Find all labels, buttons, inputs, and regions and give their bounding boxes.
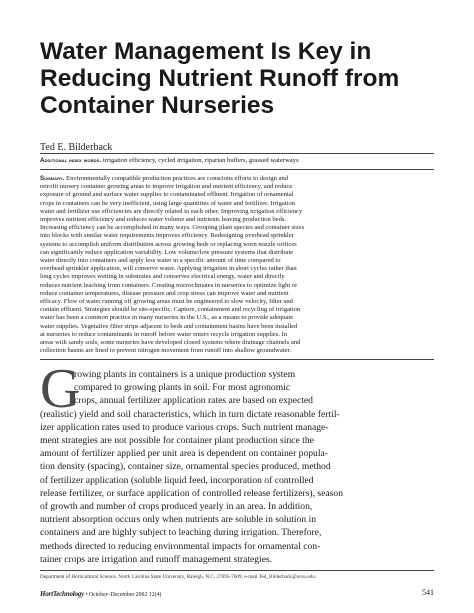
summary-line: reduce container temperatures, disease pressure and crop stress can improve water and nutrient (40, 289, 289, 297)
summary-line: Increasing efficiency can be accomplished in many ways. Grouping plant species and container sizes (40, 224, 305, 232)
body-line: nutrient absorption occurs only when nutrients are soluble in solution in (40, 514, 317, 526)
index-words (40, 157, 434, 165)
body-line: amount of fertilizer applied per unit area is dependent on container popula- (40, 448, 328, 460)
summary-block (40, 175, 434, 355)
title-line: Water Management Is Key in (40, 38, 372, 65)
index-words-text: irrigation efficiency, cycled irrigation, riparian buffers, grassed waterways (102, 157, 299, 164)
summary-line: water directly into containers and apply less water in a specific amount of time compared to (40, 257, 281, 265)
journal-issue: • October–December 2002 12(4) (85, 592, 162, 598)
divider-footnote (40, 570, 434, 571)
author-name: Ted E. Bilderback (40, 142, 113, 153)
summary-line: collection basins are lined to prevent nitrogen movement from runoff into shallow groundwater. (40, 347, 291, 355)
summary-line: retrofit nursery container growing areas to improve irrigation and nutrient efficiency, and reduce (40, 183, 293, 191)
summary-line: systems to accomplish uniform distribution across growing beds or replacing worn nozzle orifices (40, 240, 297, 248)
summary-line: water supplies. Vegetative filter strips adjacent to beds and containment basins have been installed (40, 322, 298, 330)
body-line: ment strategies are not possible for container plant production since the (40, 435, 314, 447)
journal-logo: HortTechnology (40, 590, 84, 598)
divider-index (40, 169, 434, 170)
body-line: (realistic) yield and soil characteristics, which in turn dictate reasonable fertil- (40, 408, 340, 420)
article-title (40, 38, 440, 119)
body-line: tainer crops are irrigation and runoff management strategies. (40, 553, 273, 565)
body-line: compared to growing plants in soil. For most agronomic (74, 382, 291, 394)
divider-summary (40, 359, 434, 360)
summary-line: exposure of ground and surface water supplies to contaminated effluent. Irrigation of ornamental (40, 191, 294, 199)
index-words-label: Additional index words. (40, 157, 102, 164)
summary-line: long cycles improves wetting in substrates and conserves electrical energy, water and directly (40, 273, 285, 281)
body-line: methods directed to reducing environmental impacts for ornamental con- (40, 540, 321, 552)
body-paragraph (40, 368, 434, 566)
author-affiliation-footnote: Department of Horticultural Science, North Carolina State University, Raleigh, N.C. 27695-7609; e-mail Ted_Bilderback@ncsu.edu. (40, 574, 317, 580)
body-line: of fertilizer application (soluble liquid feed, incorporation of controlled (40, 474, 314, 486)
summary-line: improves nutrient efficiency and reduces water volume and nutrients leaving production beds. (40, 216, 287, 224)
body-line: release fertilizer, or surface application of controlled release fertilizers), season (40, 487, 343, 499)
title-line: Reducing Nutrient Runoff from (40, 65, 400, 92)
journal-citation (40, 590, 161, 598)
summary-line: crops in containers can be very inefficient, using large quantities of water and fertilizer. Irrigation (40, 199, 295, 207)
body-line: tion density (spacing), container size, ornamental species produced, method (40, 461, 331, 473)
body-line: containers and are highly subject to leaching during irrigation. Therefore, (40, 527, 322, 539)
summary-line: water and fertilizer use efficiencies are directly related to each other. Improving irrigation efficiency (40, 207, 303, 215)
summary-label: Summary. (40, 175, 65, 182)
summary-line: reduces nutrient leaching from containers. Creating microclimates in nurseries to optimize light or (40, 281, 298, 289)
summary-line: Environmentally compatible production practices are conscious efforts to design and (66, 175, 289, 182)
body-line: izer application rates used to produce various crops. Such nutrient manage- (40, 421, 329, 433)
body-line: of growth and number of crops produced yearly in an area. In addition, (40, 501, 313, 513)
summary-line: at nurseries to reduce contaminants in runoff before water enters recycle irrigation supplies. In (40, 330, 288, 338)
body-line: crops, annual fertilizer application rates are based on expected (74, 395, 313, 407)
summary-line: water has been a common practice in many nurseries in the U.S., as a means to provide adequate (40, 314, 294, 322)
summary-line: areas with sandy soils, some nurseries have developed closed systems where drainage channels and (40, 339, 301, 347)
drop-cap: G (40, 358, 81, 420)
body-line: rowing plants in containers is a unique production system (74, 369, 296, 380)
divider-top (40, 153, 434, 154)
summary-line: efficacy. Flow of water running off growing areas must be engineered to slow velocity, filter and (40, 298, 293, 306)
page-number: 541 (422, 588, 434, 597)
summary-line: can significantly reduce application variability. Low volume/low pressure systems that distribute (40, 248, 294, 256)
title-line: Container Nurseries (40, 92, 275, 119)
summary-line: contain effluent. Strategies should be site-specific. Capture, containment and recycling of irrigation (40, 306, 301, 314)
summary-line: into blocks with similar water requirements improves efficiency. Redesigning overhead sprinkler (40, 232, 294, 240)
summary-line: overhead sprinkler application, will conserve water. Applying irrigation in short cycles rather than (40, 265, 297, 273)
